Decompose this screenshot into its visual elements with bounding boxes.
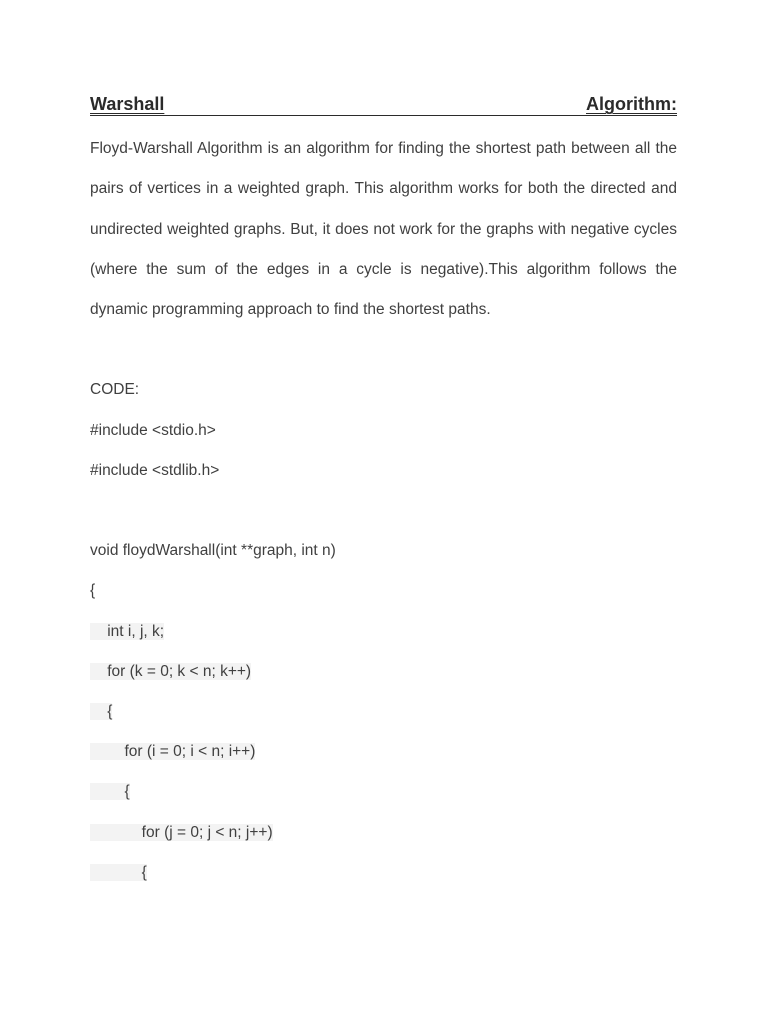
code-line-11: for (j = 0; j < n; j++)	[90, 823, 273, 841]
page-title	[90, 90, 677, 116]
code-section	[90, 370, 677, 892]
title-right-word: Algorithm:	[586, 94, 677, 114]
intro-paragraph: Floyd-Warshall Algorithm is an algorithm for finding the shortest path between all the pairs of vertices in a weighted graph. This algorithm works for both the directed and undirected weighted graphs. But, it does not work for the graphs with negative cycles (where the sum of the edges in a cycle is negative).This algorithm follows the dynamic programming approach to find the shortest paths.	[90, 140, 677, 319]
code-line-4: void floydWarshall(int **graph, int n)	[90, 542, 336, 560]
code-line-1: #include <stdio.h>	[90, 421, 216, 439]
code-line-5: {	[90, 582, 96, 600]
code-line-8: {	[90, 702, 113, 720]
code-line-12: {	[90, 863, 147, 881]
code-line-10: {	[90, 783, 130, 801]
code-label: CODE:	[90, 381, 140, 399]
title-left-word: Warshall	[90, 94, 165, 114]
document-page	[90, 90, 677, 893]
code-line-7: for (k = 0; k < n; k++)	[90, 662, 252, 680]
code-line-3	[90, 491, 677, 531]
code-line-6: int i, j, k;	[90, 622, 165, 640]
code-line-2: #include <stdlib.h>	[90, 461, 220, 479]
code-line-9: for (i = 0; i < n; i++)	[90, 743, 256, 761]
